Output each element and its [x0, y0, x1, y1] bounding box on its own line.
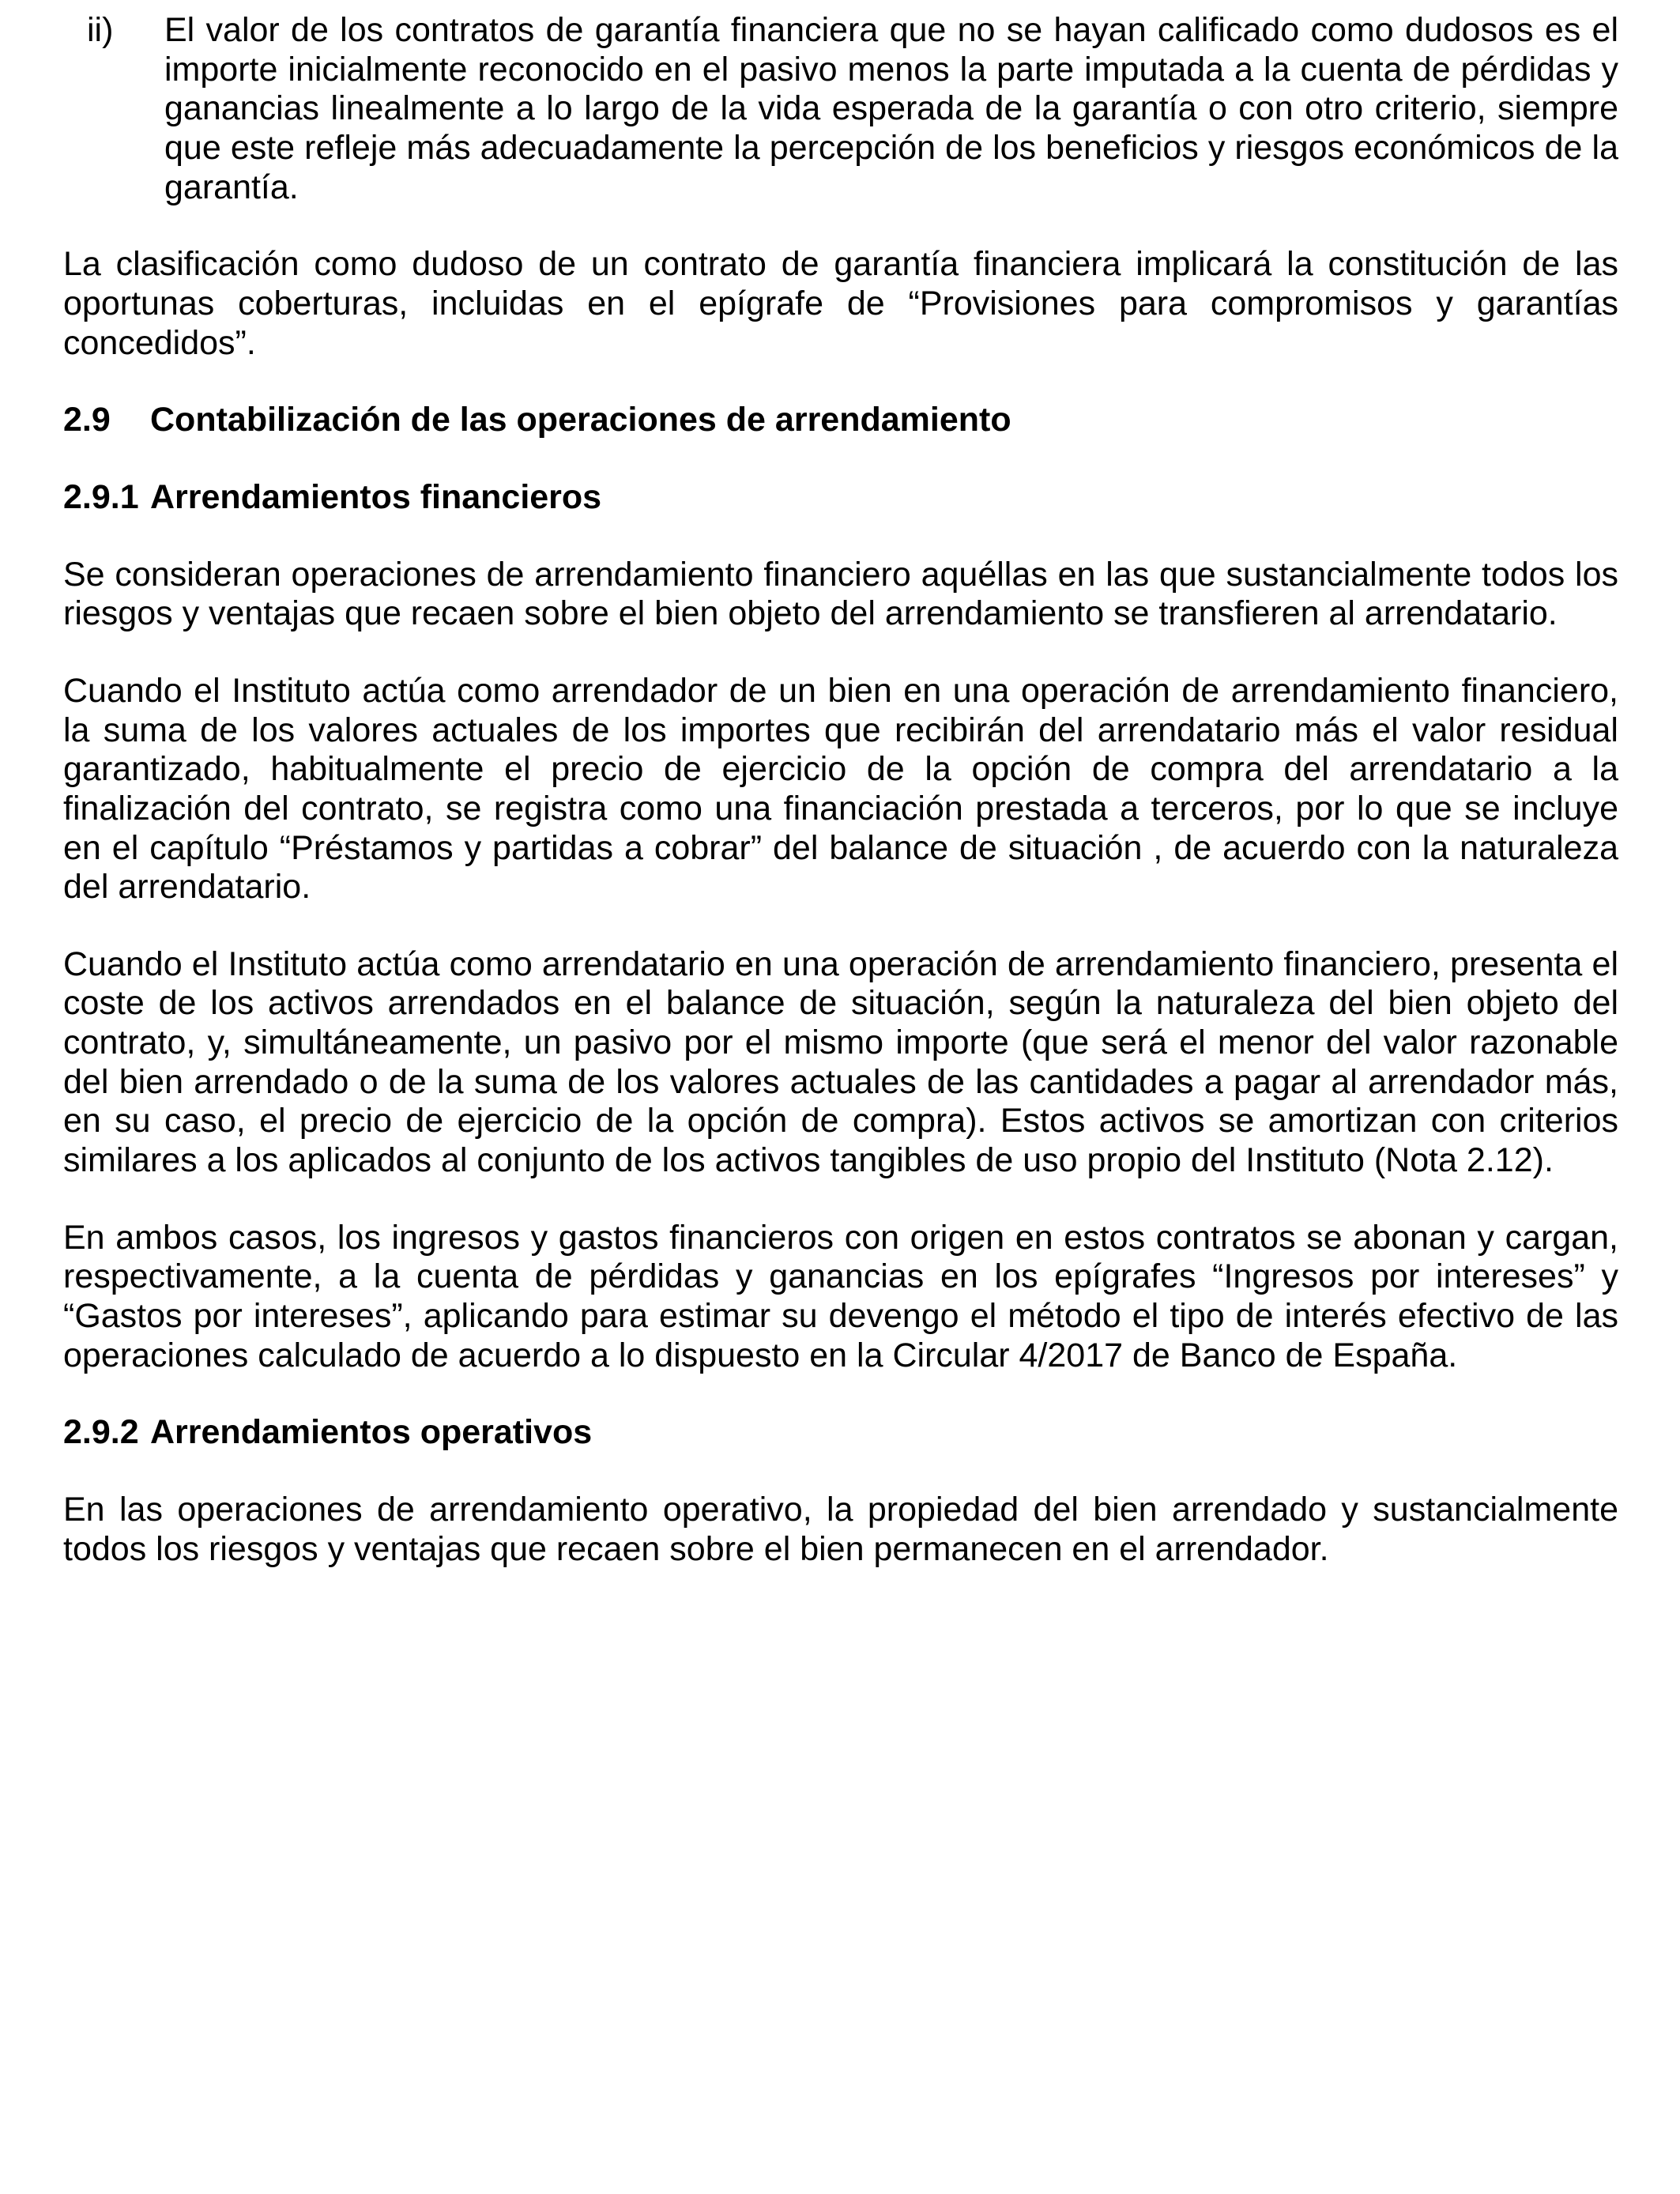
list-item-text: El valor de los contratos de garantía financiera que no se hayan calificado como dudosos es el importe inicialmente reconocido en el pasivo menos la parte imputada a la cuenta de pérdidas y ganancias linealmente a lo largo de la vida esperada de la garantía o con otro criterio, siempre que este refleje más adecuadamente la percepción de los beneficios y riesgos económicos de la garantía. — [164, 11, 1618, 206]
heading-2-9-2-number: 2.9.2 — [63, 1413, 139, 1452]
paragraph-instituto-arrendatario: Cuando el Instituto actúa como arrendatario en una operación de arrendamiento financiero, presenta el coste de los activos arrendados en el balance de situación, según la naturaleza del bien objeto del contrato, y, simultáneamente, un pasivo por el mismo importe (que será el menor del valor razonable del bien arrendado o de la suma de los valores actuales de las cantidades a pagar al arrendador más, en su caso, el precio de ejercicio de la opción de compra). Estos activos se amortizan con criterios similares a los aplicados al conjunto de los activos tangibles de uso propio del Instituto (Nota 2.12). — [63, 944, 1618, 1180]
paragraph-se-consideran: Se consideran operaciones de arrendamiento financiero aquéllas en las que sustancialmente todos los riesgos y ventajas que recaen sobre el bien objeto del arrendamiento se transfieren al arrendatario. — [63, 555, 1618, 633]
heading-2-9-2-title: Arrendamientos operativos — [150, 1413, 593, 1452]
paragraph-clasificacion-dudoso: La clasificación como dudoso de un contrato de garantía financiera implicará la constitución de las oportunas coberturas, incluidas en el epígrafe de “Provisiones para compromisos y garantías concedidos”. — [63, 245, 1618, 362]
heading-2-9-1-title: Arrendamientos financieros — [150, 477, 602, 516]
heading-2-9-title: Contabilización de las operaciones de arrendamiento — [150, 401, 1011, 439]
heading-2-9-number: 2.9 — [63, 401, 111, 439]
paragraph-instituto-arrendador: Cuando el Instituto actúa como arrendador de un bien en una operación de arrendamiento financiero, la suma de los valores actuales de los importes que recibirán del arrendatario más el valor residual garantizado, habitualmente el precio de ejercicio de la opción de compra del arrendatario a la finalización del contrato, se registra como una financiación prestada a terceros, por lo que se incluye en el capítulo “Préstamos y partidas a cobrar” del balance de situación , de acuerdo con la naturaleza del arrendatario. — [63, 671, 1618, 907]
heading-2-9-2 — [63, 1413, 1618, 1453]
paragraph-en-ambos-casos: En ambos casos, los ingresos y gastos financieros con origen en estos contratos se abonan y cargan, respectivamente, a la cuenta de pérdidas y ganancias en los epígrafes “Ingresos por intereses” y “Gastos por intereses”, aplicando para estimar su devengo el método el tipo de interés efectivo de las operaciones calculado de acuerdo a lo dispuesto en la Circular 4/2017 de Banco de España. — [63, 1218, 1618, 1374]
paragraph-arrendamiento-operativo: En las operaciones de arrendamiento operativo, la propiedad del bien arrendado y sustancialmente todos los riesgos y ventajas que recaen sobre el bien permanecen en el arrendador. — [63, 1491, 1618, 1568]
heading-2-9-1-number: 2.9.1 — [63, 477, 139, 516]
list-item-marker: ii) — [87, 11, 114, 49]
list-item-ii — [63, 11, 1618, 207]
heading-2-9-1 — [63, 478, 1618, 518]
heading-2-9 — [63, 401, 1618, 440]
